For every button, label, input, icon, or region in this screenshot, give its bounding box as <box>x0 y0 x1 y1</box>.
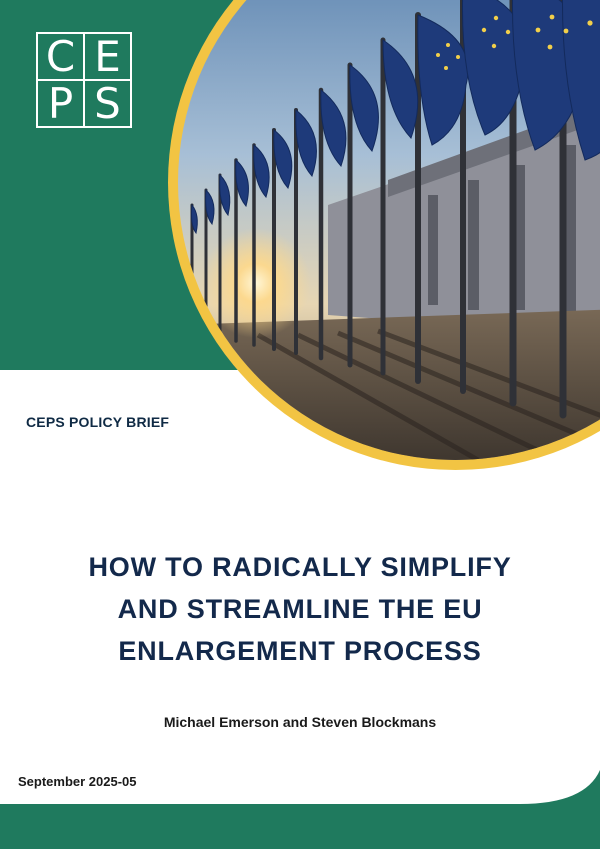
series-label: CEPS POLICY BRIEF <box>26 414 170 430</box>
logo-letter: S <box>85 81 130 126</box>
eu-flags-illustration <box>178 0 600 460</box>
ceps-logo <box>36 32 132 128</box>
logo-letter: E <box>85 34 130 79</box>
title-line: ENLARGEMENT PROCESS <box>118 636 482 666</box>
document-title <box>40 546 560 672</box>
title-line: AND STREAMLINE THE EU <box>117 594 483 624</box>
title-line: HOW TO RADICALLY SIMPLIFY <box>88 552 512 582</box>
cover-photo-eu-flags <box>178 0 600 460</box>
publication-date: September 2025-05 <box>18 774 137 789</box>
authors: Michael Emerson and Steven Blockmans <box>163 714 437 730</box>
logo-letter: C <box>38 34 83 79</box>
logo-letter: P <box>38 81 83 126</box>
